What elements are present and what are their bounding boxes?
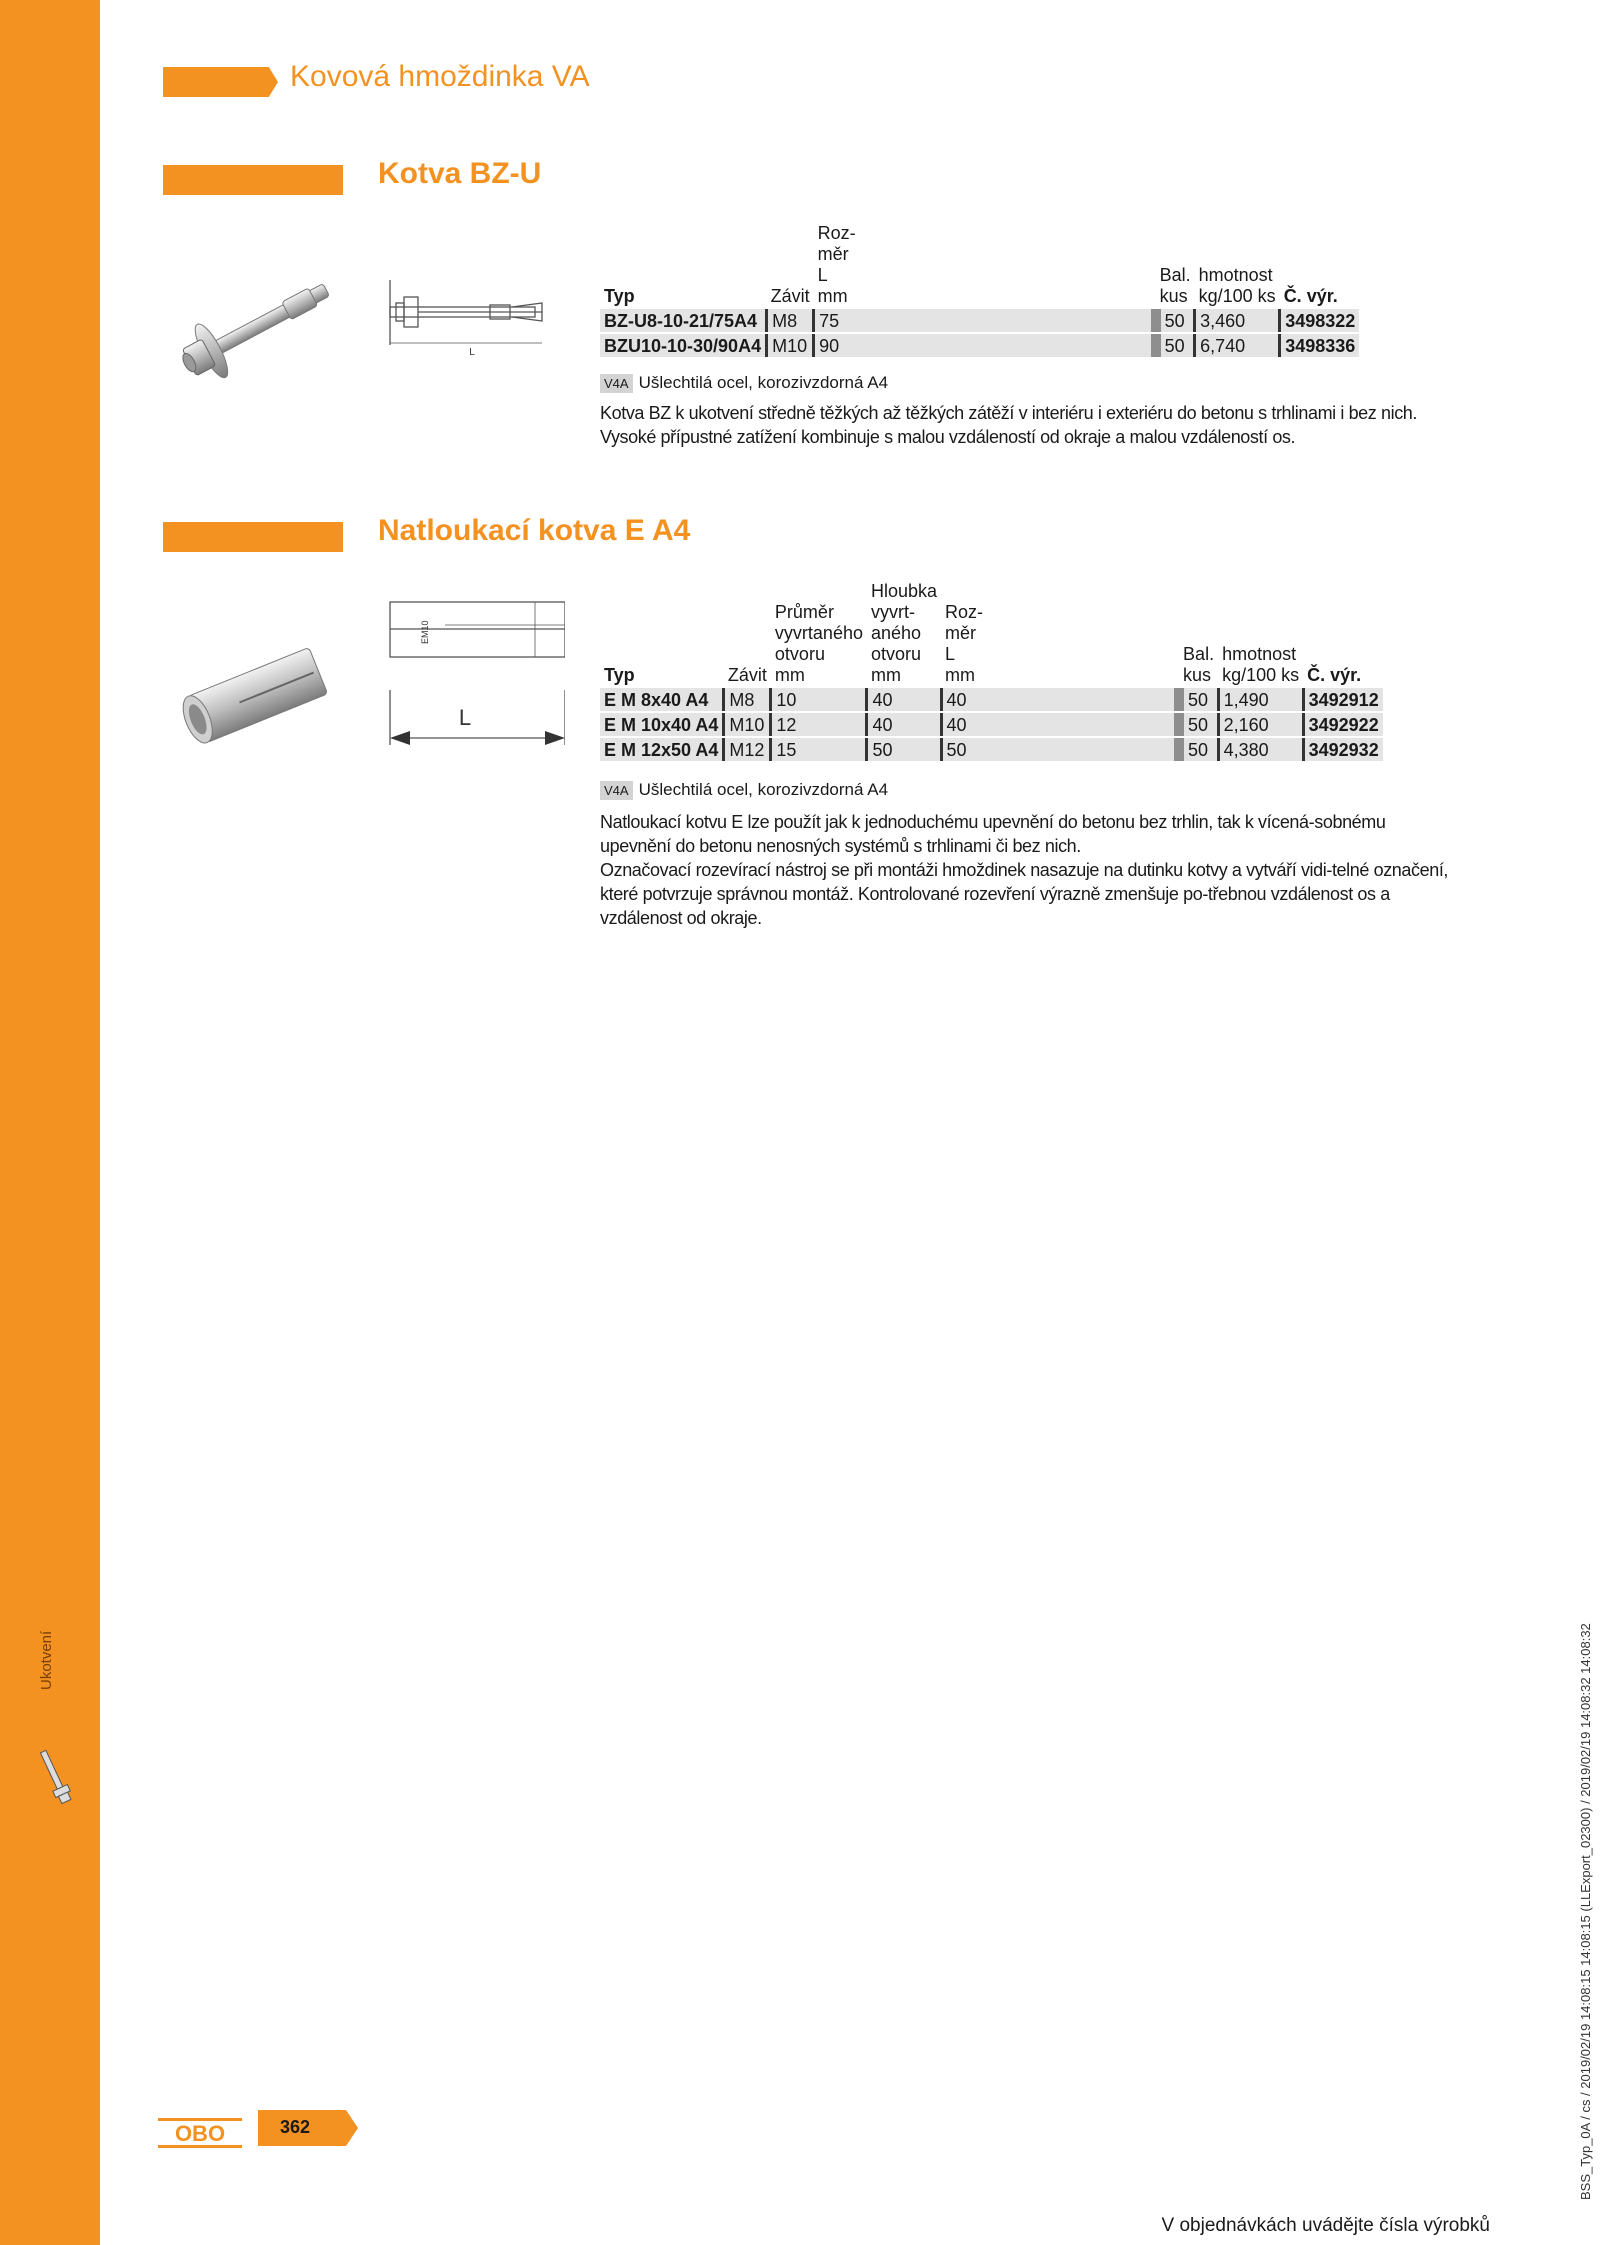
col-bal: Bal. kus	[1159, 265, 1191, 306]
col-typ: Typ	[604, 665, 635, 685]
table-row	[600, 738, 1383, 761]
cell-hloubka: 50	[867, 738, 941, 761]
cell-hloubka: 40	[867, 688, 941, 711]
cell-hmotnost: 4,380	[1218, 738, 1303, 761]
col-typ: Typ	[604, 286, 635, 306]
col-bal: Bal. kus	[1183, 644, 1215, 685]
table-header-row	[600, 223, 1359, 307]
cell-bal: 50	[1179, 738, 1218, 761]
col-hmotnost: hmotnost kg/100 ks	[1198, 265, 1276, 306]
material-line	[600, 373, 888, 393]
cell-zavit: M8	[767, 309, 814, 332]
export-info-vertical: BSS_Typ_0A / cs / 2019/02/19 14:08:15 14:08:15 (LLExport_02300) / 2019/02/19 14:08:32 14:08:32	[1578, 1623, 1593, 2200]
cell-rozmer: 75	[814, 309, 1156, 332]
cell-cvyr: 3498336	[1280, 334, 1360, 357]
cell-hmotnost: 2,160	[1218, 713, 1303, 736]
e-a4-product-table	[600, 581, 1383, 761]
bz-u-product-table	[600, 223, 1359, 357]
col-rozmer: Roz- měr L mm	[817, 223, 856, 306]
cell-hmotnost: 6,740	[1195, 334, 1280, 357]
obo-logo	[158, 2118, 242, 2148]
cell-zavit: M10	[767, 334, 814, 357]
cell-cvyr: 3498322	[1280, 309, 1360, 332]
section-marker-bar	[163, 522, 343, 552]
side-category-label: Ukotvení	[38, 1630, 55, 1690]
e-a4-drawing-marking: EM10	[420, 620, 430, 644]
cell-cvyr: 3492912	[1303, 688, 1383, 711]
description-text: Natloukací kotvu E lze použít jak k jednoduchému upevnění do betonu bez trhlin, tak k vícená-sobnému upevnění do betonu nenosných systémů s trhlinami či bez nich.	[600, 812, 1386, 856]
table-row	[600, 688, 1383, 711]
material-tag: V4A	[600, 374, 633, 393]
cell-prumer: 12	[771, 713, 867, 736]
cell-rozmer: 40	[941, 713, 1179, 736]
col-zavit: Závit	[770, 286, 810, 306]
cell-rozmer: 50	[941, 738, 1179, 761]
cell-zavit: M8	[724, 688, 771, 711]
section-marker-bar	[163, 165, 343, 195]
table-row	[600, 713, 1383, 736]
cell-bal: 50	[1156, 334, 1195, 357]
col-cvyr: Č. výr.	[1307, 665, 1362, 685]
cell-prumer: 15	[771, 738, 867, 761]
col-hloubka: Hloubka vyvrt- aného otvoru mm	[870, 581, 938, 685]
cell-hmotnost: 3,460	[1195, 309, 1280, 332]
cell-typ: BZU10-10-30/90A4	[600, 334, 767, 357]
material-text: Ušlechtilá ocel, korozivzdorná A4	[638, 373, 889, 392]
cell-zavit: M12	[724, 738, 771, 761]
material-text: Ušlechtilá ocel, korozivzdorná A4	[638, 780, 889, 799]
cell-bal: 50	[1179, 713, 1218, 736]
cell-typ: E M 12x50 A4	[600, 738, 724, 761]
col-prumer: Průměr vyvrtaného otvoru mm	[774, 602, 863, 685]
cell-rozmer: 40	[941, 688, 1179, 711]
cell-typ: BZ-U8-10-21/75A4	[600, 309, 767, 332]
table-row	[600, 309, 1359, 332]
header-arrow-shape	[163, 67, 278, 97]
description-text: Označovací rozevírací nástroj se při montáži hmoždinek nasazuje na dutinku kotvy a vytváří vidi-telné označení, které potvrzuje správnou montáž. Kontrolované rozevření výrazně zmenšuje po-třebnou vzdálenost os a vzdálenost od okraje.	[600, 860, 1449, 928]
bz-u-technical-drawing	[382, 275, 557, 360]
cell-zavit: M10	[724, 713, 771, 736]
cell-rozmer: 90	[814, 334, 1156, 357]
cell-typ: E M 8x40 A4	[600, 688, 724, 711]
cell-prumer: 10	[771, 688, 867, 711]
cell-bal: 50	[1179, 688, 1218, 711]
table-header-row	[600, 581, 1383, 686]
e-a4-drawing-label: L	[458, 705, 472, 730]
cell-typ: E M 10x40 A4	[600, 713, 724, 736]
col-rozmer: Roz- měr L mm	[945, 602, 984, 685]
description-text: Kotva BZ k ukotvení středně těžkých až těžkých zátěží v interiéru i exteriéru do betonu s trhlinami i bez nich. Vysoké přípustné zatížení kombinuje s malou vzdáleností od okraje a malou vzdáleností os.	[600, 403, 1418, 447]
table-row	[600, 334, 1359, 357]
page-title: Kovová hmoždinka VA	[290, 60, 590, 93]
material-line	[600, 780, 888, 800]
section-title: Natloukací kotva E A4	[378, 514, 691, 547]
order-note: V objednávkách uvádějte čísla výrobků	[1161, 2215, 1490, 2236]
cell-hloubka: 40	[867, 713, 941, 736]
e-a4-anchor-photo	[168, 640, 343, 750]
col-zavit: Závit	[727, 665, 767, 685]
side-bar	[0, 0, 100, 2245]
bz-u-drawing-label: L	[469, 347, 475, 358]
page-number: 362	[280, 2117, 311, 2137]
cell-bal: 50	[1156, 309, 1195, 332]
col-cvyr: Č. výr.	[1283, 286, 1338, 306]
cell-cvyr: 3492932	[1303, 738, 1383, 761]
material-tag: V4A	[600, 781, 633, 800]
bz-u-description	[600, 401, 1450, 449]
bz-u-anchor-photo	[170, 270, 345, 380]
anchor-bolt-icon	[38, 1745, 72, 1809]
cell-cvyr: 3492922	[1303, 713, 1383, 736]
section-title: Kotva BZ-U	[378, 157, 542, 190]
cell-hmotnost: 1,490	[1218, 688, 1303, 711]
col-hmotnost: hmotnost kg/100 ks	[1222, 644, 1300, 685]
e-a4-description	[600, 810, 1450, 930]
logo-text: OBO	[174, 2121, 226, 2146]
e-a4-technical-drawing	[385, 590, 565, 755]
